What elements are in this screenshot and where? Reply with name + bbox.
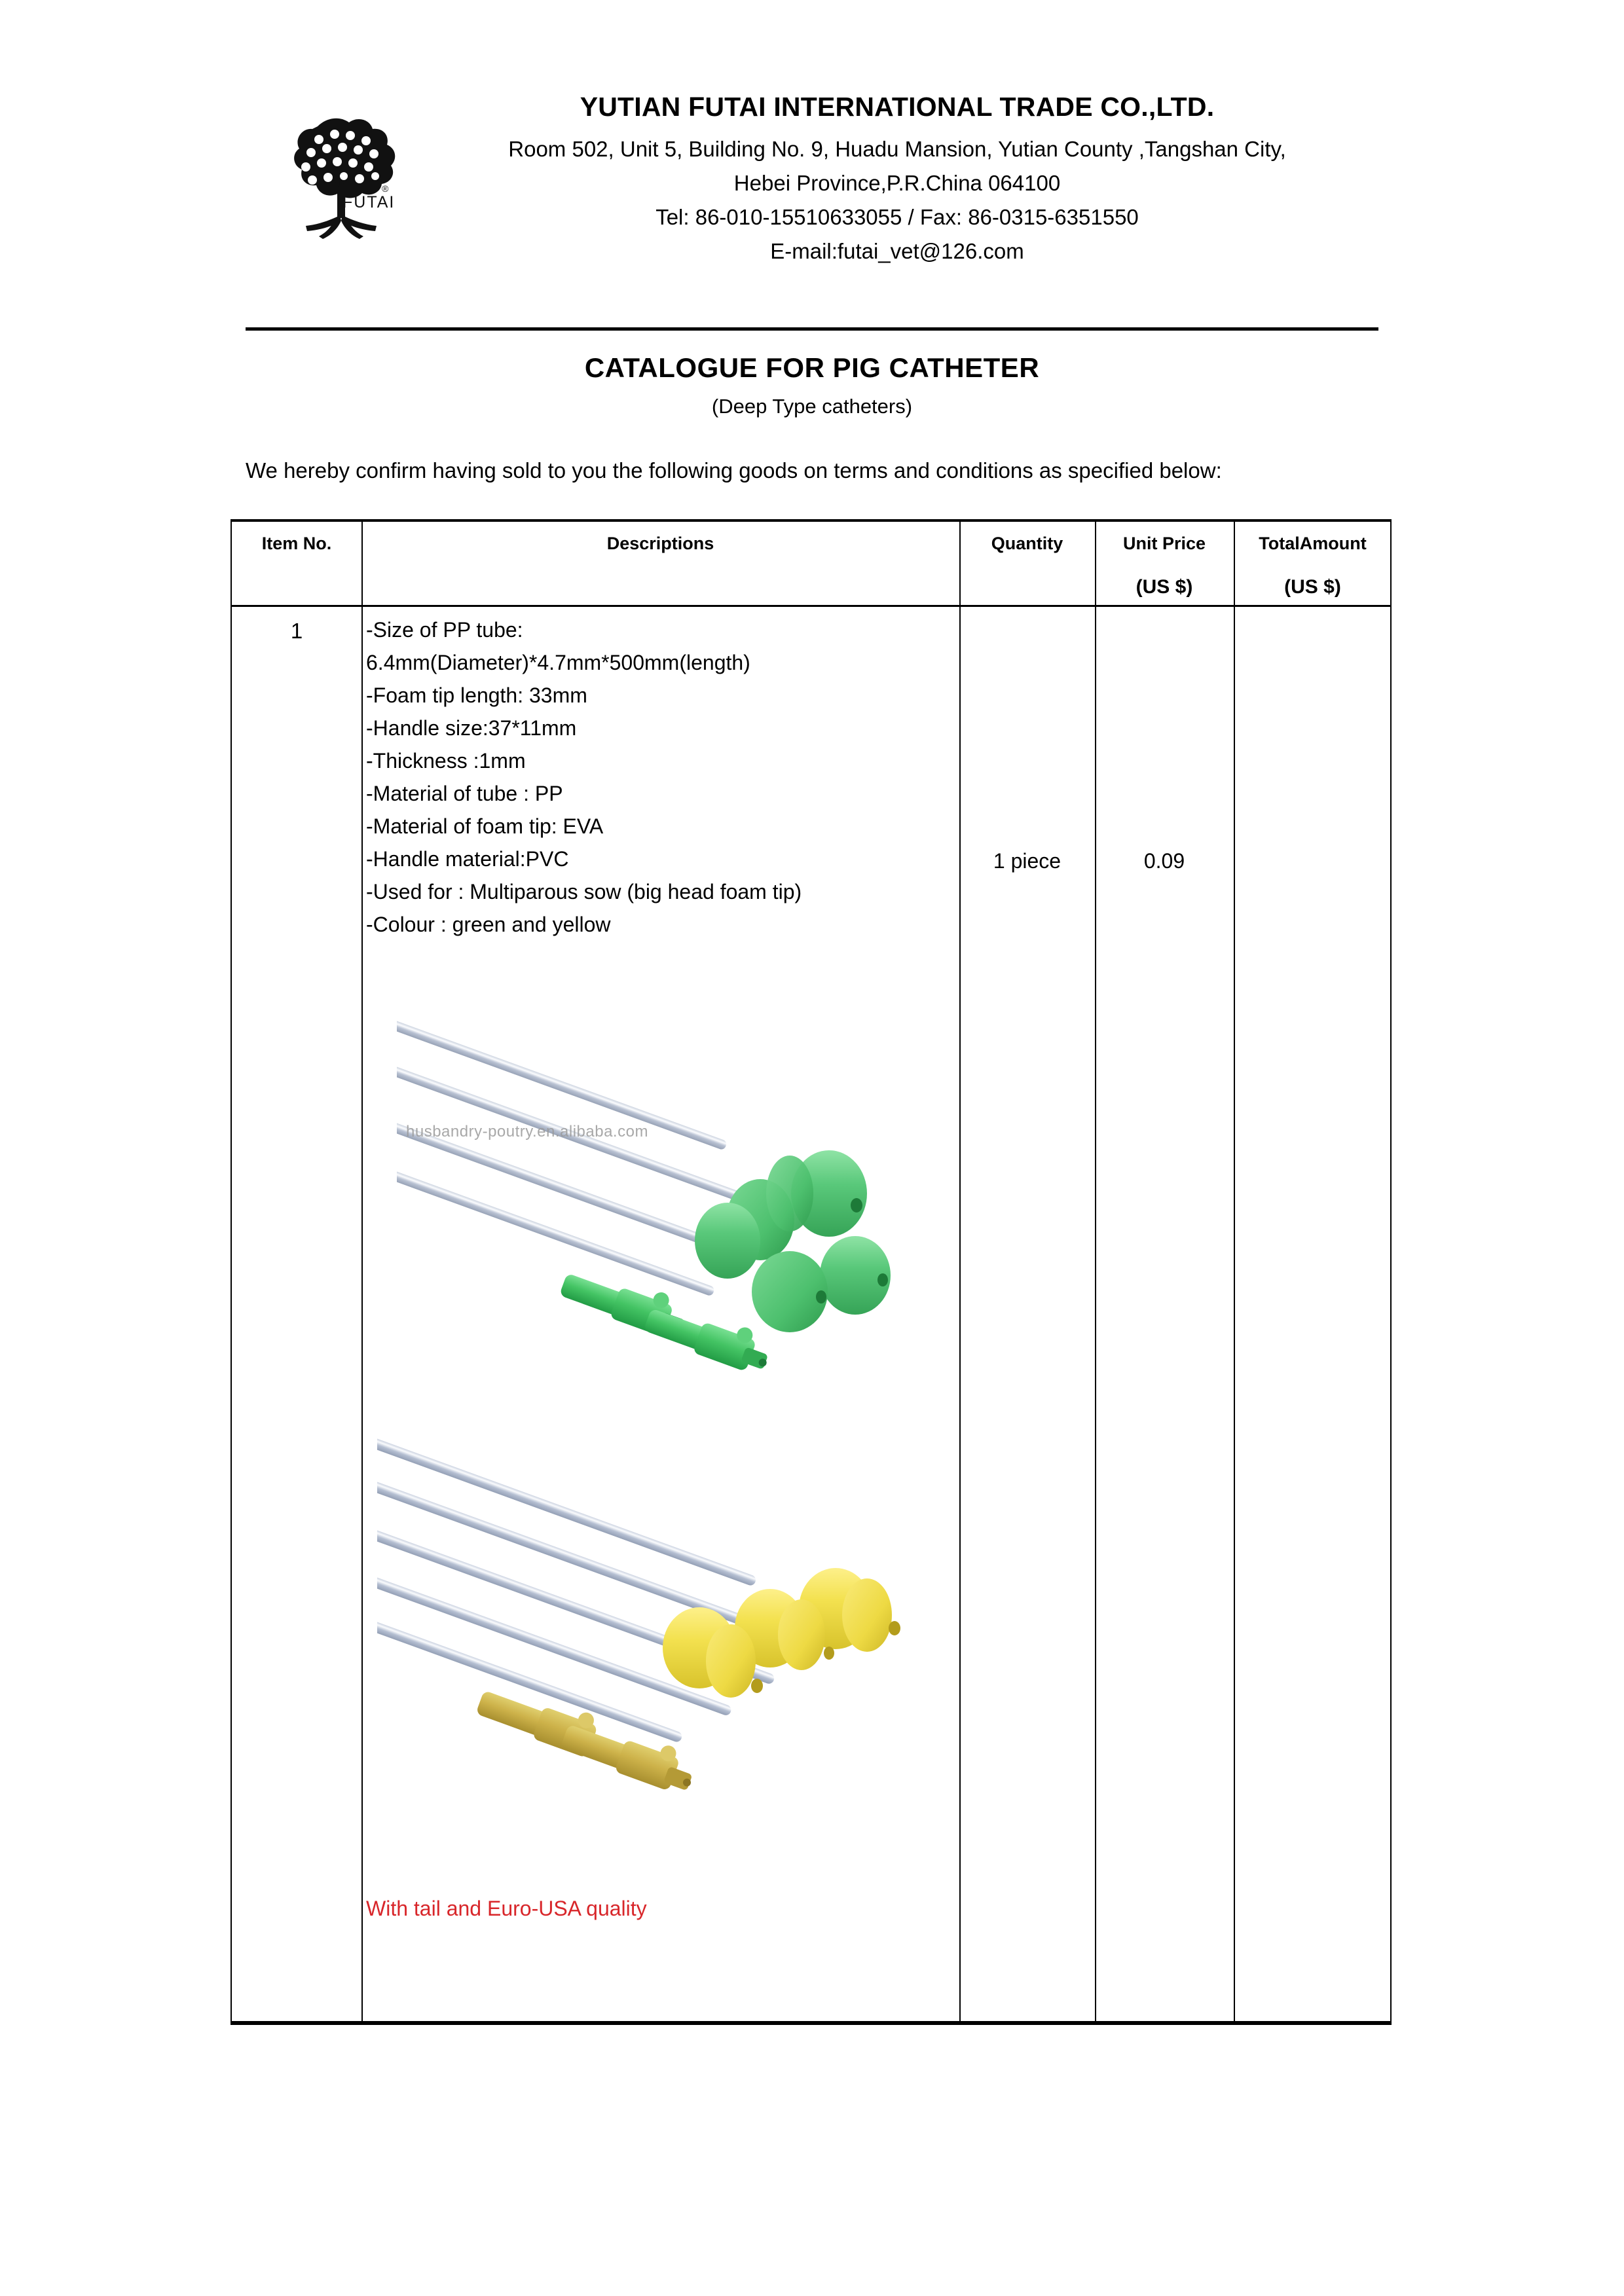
confirmation-statement: We hereby confirm having sold to you the following goods on terms and conditions as specified below: — [246, 458, 1222, 483]
futai-wordmark: FUTAI — [342, 193, 396, 211]
page-subtitle: (Deep Type catheters) — [711, 395, 913, 418]
registered-mark: ® — [382, 183, 389, 194]
image-watermark: husbandry-poutry.en.alibaba.com — [406, 1123, 648, 1140]
description-line: -Handle size:37*11mm — [366, 716, 577, 740]
description-line: 6.4mm(Diameter)*4.7mm*500mm(length) — [366, 651, 750, 674]
header-row-divider — [232, 605, 1390, 607]
column-header-quantity: Quantity — [991, 534, 1063, 553]
company-info-block — [406, 72, 1388, 268]
column-header-total-amount: TotalAmount — [1259, 534, 1367, 553]
yellow-catheter-product-image — [377, 1412, 940, 1812]
company-name: YUTIAN FUTAI INTERNATIONAL TRADE CO.,LTD. — [580, 92, 1215, 122]
column-divider-2 — [959, 522, 961, 2021]
column-divider-1 — [361, 522, 363, 2021]
column-divider-4 — [1234, 522, 1235, 2021]
description-line: -Handle material:PVC — [366, 847, 569, 871]
quality-note: With tail and Euro-USA quality — [366, 1897, 647, 1920]
company-address-line-2: Hebei Province,P.R.China 064100 — [733, 171, 1061, 195]
column-header-unit-price: Unit Price — [1122, 534, 1206, 553]
column-divider-3 — [1095, 522, 1096, 2021]
cell-descriptions — [366, 613, 955, 941]
column-header-unit-price-currency: (US $) — [1135, 576, 1193, 598]
green-catheter-product-image — [397, 997, 940, 1396]
description-line: -Foam tip length: 33mm — [366, 683, 587, 707]
cell-item-no: 1 — [290, 619, 303, 643]
cell-quantity: 1 piece — [993, 849, 1061, 873]
description-line: -Colour : green and yellow — [366, 913, 611, 936]
description-line: -Material of foam tip: EVA — [366, 814, 604, 838]
company-address-line-1: Room 502, Unit 5, Building No. 9, Huadu Mansion, Yutian County ,Tangshan City, — [508, 137, 1286, 161]
description-line: -Size of PP tube: — [366, 618, 523, 642]
catalogue-table — [231, 519, 1392, 2025]
company-email-line: E-mail:futai_vet@126.com — [770, 239, 1024, 263]
futai-tree-logo-icon — [272, 108, 413, 252]
description-line: -Thickness :1mm — [366, 749, 526, 773]
column-header-item-no: Item No. — [261, 534, 332, 553]
column-header-total-amount-currency: (US $) — [1284, 576, 1341, 598]
description-line: -Used for : Multiparous sow (big head foam tip) — [366, 880, 802, 903]
document-header — [0, 72, 1624, 288]
description-line: -Material of tube : PP — [366, 782, 563, 805]
company-contact-line: Tel: 86-010-15510633055 / Fax: 86-0315-6351550 — [655, 205, 1139, 229]
header-divider-rule — [246, 327, 1378, 331]
cell-unit-price: 0.09 — [1143, 849, 1185, 873]
page-title: CATALOGUE FOR PIG CATHETER — [584, 352, 1040, 383]
column-header-descriptions: Descriptions — [606, 534, 714, 553]
